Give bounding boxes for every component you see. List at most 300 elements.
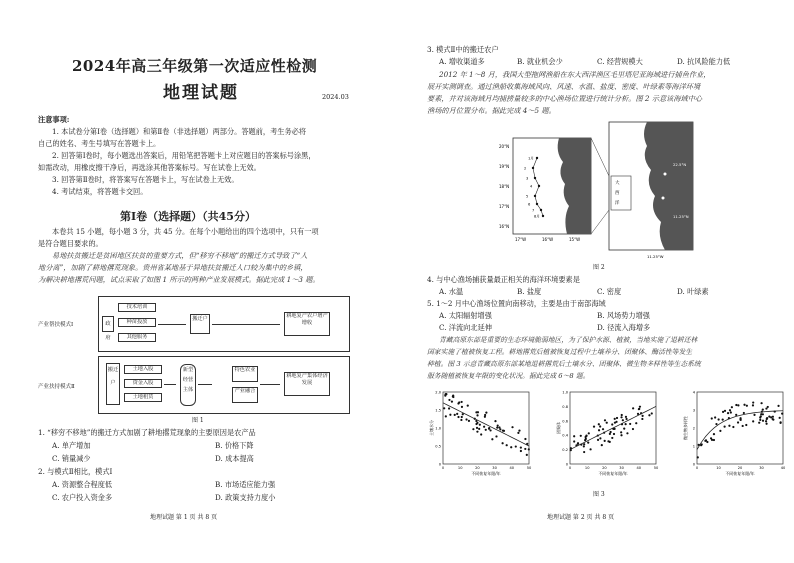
- data-point: [602, 428, 604, 430]
- y-axis-label: 团聚体: [556, 422, 561, 434]
- mode2-label: 产业扶持模式Ⅱ: [38, 384, 75, 390]
- note-line: 如需改动，用橡皮擦干净后，再选涂其他答案标号。写在试卷上无效。: [38, 163, 261, 172]
- page-footer: 地理试题 第 1 页 共 8 页: [150, 514, 218, 521]
- passage-line: 展开实测调查。通过渔船收集海域风向、风速、水温、盐度、密度、叶绿素等海洋环境: [427, 82, 701, 91]
- data-point: [648, 414, 650, 416]
- data-point: [577, 442, 579, 444]
- option-a[interactable]: A. 增收渠道多: [439, 57, 485, 66]
- data-point: [625, 416, 627, 418]
- inset-label: 大: [615, 181, 620, 186]
- data-point: [626, 432, 628, 434]
- lat-label: 16°N: [499, 224, 510, 229]
- figure-caption: 图 3: [593, 491, 605, 498]
- month-point: [534, 177, 536, 179]
- data-point: [731, 406, 733, 408]
- x-tick-label: 0: [695, 466, 699, 470]
- passage-line: 种植。图 3 示意青藏高原东部某地退耕撂荒后土壤水分、团聚体、微生物多样性等生态系统: [427, 360, 701, 368]
- question-stem: 2. 与模式Ⅱ相比，模式Ⅰ: [38, 467, 113, 476]
- month-point: [540, 209, 542, 211]
- passage-line: 渔场的月位置分布。据此完成 4～5 题。: [427, 106, 556, 115]
- data-point: [606, 422, 608, 424]
- data-point: [506, 444, 508, 446]
- x-tick-label: 10: [584, 466, 590, 470]
- m2-result: 耕地复产集体经济发展: [284, 372, 330, 396]
- data-point: [728, 425, 730, 427]
- data-point: [620, 431, 622, 433]
- data-point: [528, 448, 530, 450]
- figure-2-map: [497, 118, 697, 268]
- x-tick-label: 30: [492, 466, 497, 470]
- option-a[interactable]: A. 水温: [439, 287, 464, 296]
- note-line: 2. 回答第Ⅰ卷时，每小题选出答案后，用铅笔把答题卡上对应题目的答案标号涂黑，: [52, 151, 316, 160]
- inset-lat: 11.25°N: [673, 214, 689, 219]
- month-label: 8月: [534, 214, 540, 219]
- month-label: 2: [524, 166, 527, 171]
- data-point: [777, 405, 779, 407]
- y-tick-label: 0.6: [562, 419, 568, 424]
- data-point: [444, 395, 446, 397]
- data-point: [494, 420, 496, 422]
- x-axis-label: 不同恢复年限/年: [598, 471, 628, 476]
- data-point: [641, 418, 643, 420]
- y-tick-label: 0: [565, 462, 568, 467]
- data-point: [743, 412, 745, 414]
- data-point: [766, 418, 768, 420]
- question-stem: 4. 与中心渔场捕获量最正相关的海洋环境要素是: [427, 275, 580, 284]
- y-tick-label: 0.8: [562, 404, 568, 409]
- data-point: [465, 418, 467, 420]
- data-point: [621, 414, 623, 416]
- data-point: [461, 401, 463, 403]
- passage-line: 易地扶贫搬迁是贫困地区扶贫的重要方式，但“移穷不移地”的搬迁方式导致了“人: [52, 251, 308, 260]
- lon-label: 15°W: [569, 237, 581, 242]
- data-point: [502, 430, 504, 432]
- data-point: [724, 410, 726, 412]
- flow-arrow: [198, 384, 212, 385]
- option-a[interactable]: A. 单产增加: [52, 441, 91, 450]
- data-point: [651, 412, 653, 414]
- data-point: [713, 433, 715, 435]
- y-tick-label: 0.4: [562, 433, 568, 438]
- option-b[interactable]: B. 就业机会少: [517, 57, 563, 66]
- passage-line: 青藏高原东部是重要的生态环境脆弱地区，为了保护水源、植被，当地实施了退耕还林: [439, 336, 698, 344]
- month-label: 3: [526, 176, 529, 181]
- data-point: [642, 415, 644, 417]
- option-a[interactable]: A. 太阳辐射增强: [439, 311, 492, 320]
- x-tick-label: 0: [441, 466, 445, 470]
- y-tick-label: 3: [692, 408, 695, 413]
- data-point: [483, 426, 485, 428]
- x-tick-label: 40: [780, 466, 786, 470]
- figure-caption: 图 2: [593, 264, 605, 271]
- data-point: [613, 428, 615, 430]
- x-tick-label: 20: [737, 466, 743, 470]
- m2-out: 特色农业: [232, 366, 258, 382]
- month-point: [536, 157, 538, 159]
- note-line: 自己的姓名、考生号填写在答题卡上。: [38, 139, 161, 148]
- data-point: [489, 429, 491, 431]
- option-d[interactable]: D. 抗风险能力低: [677, 57, 731, 66]
- data-point: [597, 439, 599, 441]
- y-tick-label: 1.5: [435, 408, 441, 413]
- option-d[interactable]: D. 政策支持力度小: [215, 493, 276, 502]
- data-point: [604, 419, 606, 421]
- data-point: [760, 413, 762, 415]
- data-point: [451, 401, 453, 403]
- m2-owner: 搬迁户: [106, 363, 120, 405]
- data-point: [743, 404, 745, 406]
- data-point: [443, 407, 445, 409]
- data-point: [762, 409, 764, 411]
- instruction-line: 是符合题目要求的。: [38, 239, 103, 248]
- right-page: [397, 0, 794, 563]
- data-point: [476, 427, 478, 429]
- y-tick-label: 0: [438, 462, 441, 467]
- data-point: [705, 439, 707, 441]
- m1-input: 技术培训: [118, 303, 156, 312]
- data-point: [485, 429, 487, 431]
- data-point: [584, 439, 586, 441]
- data-point: [697, 456, 699, 458]
- x-tick-label: 10: [716, 466, 721, 470]
- question-stem: 1. “移穷不移地”的搬迁方式加剧了耕地撂荒现象的主要原因是农产品: [38, 428, 256, 437]
- data-point: [737, 404, 739, 406]
- inset-lon: 11.25°W: [647, 254, 664, 259]
- data-point: [715, 423, 717, 425]
- data-point: [583, 451, 585, 453]
- data-point: [461, 416, 463, 418]
- data-point: [625, 418, 627, 420]
- data-point: [609, 433, 611, 435]
- data-point: [457, 416, 459, 418]
- passage-line: 服务随植被恢复年限的变化状况。据此完成 6～8 题。: [427, 372, 590, 380]
- figure-3-chart: [425, 384, 786, 490]
- data-point: [614, 418, 616, 420]
- data-point: [461, 406, 463, 408]
- data-point: [622, 419, 624, 421]
- data-point: [729, 409, 731, 411]
- data-point: [730, 411, 732, 413]
- mode1-label: 产业帮扶模式Ⅰ: [38, 322, 74, 328]
- data-point: [625, 423, 627, 425]
- data-point: [760, 402, 762, 404]
- y-tick-label: 2: [692, 426, 695, 431]
- data-point: [475, 423, 477, 425]
- data-point: [476, 414, 478, 416]
- x-tick-label: 20: [602, 466, 607, 470]
- lat-label: 17°N: [499, 204, 510, 209]
- data-point: [448, 399, 450, 401]
- data-point: [779, 417, 781, 419]
- data-point: [583, 445, 585, 447]
- data-point: [467, 405, 469, 407]
- data-point: [620, 416, 622, 418]
- x-tick-label: 40: [636, 466, 642, 470]
- panel-frame: [443, 392, 529, 464]
- data-point: [639, 406, 641, 408]
- data-point: [635, 422, 637, 424]
- data-point: [607, 440, 609, 442]
- data-point: [752, 420, 754, 422]
- data-point: [722, 419, 724, 421]
- data-point: [710, 437, 712, 439]
- option-c[interactable]: C. 销量减少: [52, 454, 91, 463]
- data-point: [480, 433, 482, 435]
- data-point: [613, 433, 615, 435]
- m1-target: 搬迁户: [190, 314, 210, 334]
- m1-result: 耕地复产农户增产增收: [284, 312, 330, 336]
- data-point: [496, 427, 498, 429]
- option-c[interactable]: C. 洋流向北延伸: [439, 323, 492, 332]
- data-point: [772, 418, 774, 420]
- data-point: [495, 435, 497, 437]
- trend-line: [443, 403, 529, 446]
- option-c[interactable]: C. 农户投入资金多: [52, 493, 113, 502]
- x-tick-label: 30: [759, 466, 764, 470]
- m1-gov: 政府: [102, 316, 114, 332]
- data-point: [711, 417, 713, 419]
- data-point: [510, 446, 512, 448]
- x-tick-label: 0: [568, 466, 572, 470]
- data-point: [737, 421, 739, 423]
- data-point: [517, 432, 519, 434]
- data-point: [632, 428, 634, 430]
- option-b[interactable]: B. 市场适应能力强: [215, 480, 276, 489]
- figure-caption: 图 1: [192, 417, 204, 424]
- data-point: [616, 417, 618, 419]
- data-point: [759, 416, 761, 418]
- data-point: [746, 405, 748, 407]
- inset-label: 西: [615, 191, 620, 196]
- data-point: [573, 440, 575, 442]
- month-label: 4: [530, 184, 533, 189]
- month-label: 5: [526, 194, 529, 199]
- note-line: 1. 本试卷分第Ⅰ卷（选择题）和第Ⅱ卷（非选择题）两部分。答题前，考生务必将: [52, 127, 307, 136]
- section-heading: 第Ⅰ卷（选择题）（共45分）: [120, 210, 256, 223]
- data-point: [735, 404, 737, 406]
- lon-label: 16°W: [542, 237, 554, 242]
- data-point: [759, 419, 761, 421]
- data-point: [573, 435, 575, 437]
- flow-arrow: [212, 324, 280, 325]
- x-tick-label: 50: [653, 466, 659, 470]
- option-d[interactable]: D. 叶绿素: [677, 287, 709, 296]
- option-a[interactable]: A. 资源整合程度低: [52, 480, 113, 489]
- data-point: [520, 446, 522, 448]
- passage-line: 为解决耕地撂荒问题，试点采取了如图 1 所示的两种产业发展模式。据此完成 1～3 题。: [38, 275, 320, 284]
- passage-line: 要素，并对该海域月均捕捞量较多的中心渔场位置进行统计分析。图 2 示意该海域中心: [427, 94, 703, 103]
- note-line: 3. 回答第Ⅱ卷时，将答案写在答题卡上，写在试卷上无效。: [52, 175, 239, 184]
- inset-label: 洋: [615, 201, 620, 206]
- data-point: [478, 428, 480, 430]
- passage-line: 地分离”，加剧了耕地撂荒现象。贵州省某地基于异地扶贫搬迁人口较为集中的乡镇，: [38, 263, 308, 272]
- data-point: [742, 425, 744, 427]
- data-point: [752, 404, 754, 406]
- data-point: [714, 416, 716, 418]
- data-point: [585, 436, 587, 438]
- data-point: [497, 424, 499, 426]
- data-point: [615, 421, 617, 423]
- data-point: [524, 438, 526, 440]
- data-point: [753, 414, 755, 416]
- option-b[interactable]: B. 盐度: [517, 287, 542, 296]
- data-point: [719, 430, 721, 432]
- data-point: [476, 431, 478, 433]
- data-point: [477, 411, 479, 413]
- note-line: 4. 考试结束，将答题卡交回。: [52, 187, 148, 196]
- data-point: [779, 422, 781, 424]
- page-footer: 地理试题 第 2 页 共 8 页: [547, 514, 615, 521]
- data-point: [498, 426, 500, 428]
- subject-title: 地理试题: [163, 83, 239, 103]
- month-label: 7: [532, 208, 535, 213]
- month-point: [536, 203, 538, 205]
- exam-date: 2024.03: [322, 93, 349, 101]
- data-point: [449, 414, 451, 416]
- data-point: [518, 430, 520, 432]
- option-d[interactable]: D. 成本提高: [215, 454, 254, 463]
- option-d[interactable]: D. 径流入海增多: [597, 323, 651, 332]
- option-c[interactable]: C. 密度: [597, 287, 622, 296]
- y-axis-label: 土壤水分: [429, 420, 434, 436]
- y-axis-label: 微生物多样性: [683, 416, 688, 440]
- month-label: 1月: [528, 156, 534, 161]
- y-tick-label: 0.5: [435, 444, 441, 449]
- data-point: [457, 402, 459, 404]
- y-tick-label: 2.0: [435, 390, 441, 395]
- m2-out: 产业融合: [232, 387, 258, 403]
- data-point: [479, 424, 481, 426]
- data-point: [502, 442, 504, 444]
- data-point: [762, 420, 764, 422]
- data-point: [468, 420, 470, 422]
- x-axis-label: 不同恢复年限/年: [725, 471, 755, 476]
- data-point: [610, 431, 612, 433]
- month-point: [538, 185, 540, 187]
- data-point: [580, 435, 582, 437]
- x-tick-label: 50: [526, 466, 532, 470]
- data-point: [629, 423, 631, 425]
- data-point: [587, 442, 589, 444]
- flow-arrow: [260, 384, 280, 385]
- lat-label: 20°N: [499, 144, 510, 149]
- lat-label: 19°N: [499, 164, 510, 169]
- data-point: [765, 407, 767, 409]
- data-point: [526, 454, 528, 456]
- month-point: [542, 215, 544, 217]
- data-point: [454, 414, 456, 416]
- m1-input: 种苗投放: [118, 318, 156, 327]
- data-point: [601, 444, 603, 446]
- data-point: [583, 443, 585, 445]
- data-point: [491, 438, 493, 440]
- m2-input: 土地入股: [124, 365, 162, 374]
- data-point: [758, 422, 760, 424]
- y-tick-label: 1: [692, 444, 695, 449]
- y-tick-label: 4: [692, 390, 695, 395]
- m2-coop: 新型经营主体: [180, 364, 196, 406]
- data-point: [593, 426, 595, 428]
- x-axis-label: 不同恢复年限/年: [471, 471, 501, 476]
- data-point: [598, 429, 600, 431]
- data-point: [732, 426, 734, 428]
- data-point: [452, 395, 454, 397]
- data-point: [718, 418, 720, 420]
- question-stem: 5. 1～2 月中心渔场位置向南移动，主要是由于南部海域: [427, 299, 606, 308]
- data-point: [448, 407, 450, 409]
- passage-line: 国家实施了植被恢复工程。耕地撂荒后植被恢复过程中土壤养分、团聚体、酶活性等发生: [427, 348, 693, 356]
- option-c[interactable]: C. 经营规模大: [597, 57, 643, 66]
- month-point: [532, 167, 534, 169]
- flow-arrow: [158, 324, 186, 325]
- data-point: [588, 432, 590, 434]
- m1-input: 其他服务: [118, 333, 156, 342]
- data-point: [589, 448, 591, 450]
- question-stem: 3. 模式Ⅱ中的搬迁农户: [427, 45, 499, 54]
- x-tick-label: 10: [457, 466, 463, 470]
- option-b[interactable]: B. 风场势力增强: [597, 311, 650, 320]
- month-point: [534, 195, 536, 197]
- data-point: [638, 408, 640, 410]
- data-point: [632, 407, 634, 409]
- lon-label: 17°W: [515, 237, 527, 242]
- data-point: [484, 414, 486, 416]
- y-tick-label: 1.0: [435, 426, 441, 431]
- data-point: [752, 401, 754, 403]
- data-point: [511, 426, 513, 428]
- data-point: [745, 424, 747, 426]
- data-point: [623, 428, 625, 430]
- data-point: [611, 437, 613, 439]
- x-tick-label: 40: [509, 466, 515, 470]
- data-point: [604, 440, 606, 442]
- y-tick-label: 0: [692, 462, 695, 467]
- m2-input: 资金入股: [124, 379, 162, 388]
- data-point: [724, 426, 726, 428]
- x-tick-label: 30: [619, 466, 624, 470]
- panel-frame: [697, 392, 783, 464]
- data-point: [727, 412, 729, 414]
- inset-lat: 22.5°N: [673, 162, 687, 167]
- flow-arrow: [164, 384, 176, 385]
- trend-line: [570, 406, 656, 449]
- y-tick-label: 0.2: [562, 448, 568, 453]
- data-point: [599, 425, 601, 427]
- notes-heading: 注意事项:: [38, 115, 70, 124]
- data-point: [598, 423, 600, 425]
- exam-title: 2024年高三年级第一次适应性检测: [72, 57, 318, 75]
- data-point: [456, 413, 458, 415]
- data-point: [765, 423, 767, 425]
- data-point: [499, 428, 501, 430]
- data-point: [445, 415, 447, 417]
- data-point: [740, 419, 742, 421]
- data-point: [722, 411, 724, 413]
- data-point: [770, 416, 772, 418]
- data-point: [620, 434, 622, 436]
- data-point: [515, 445, 517, 447]
- data-point: [765, 420, 767, 422]
- option-b[interactable]: B. 价格下降: [215, 441, 254, 450]
- data-point: [611, 423, 613, 425]
- data-point: [735, 414, 737, 416]
- data-point: [713, 439, 715, 441]
- passage-line: 2012 年 1～8 月，我国大型拖网渔船在东大西洋渔区毛里塔尼亚海域进行捕鱼作业，: [439, 70, 711, 79]
- data-point: [599, 437, 601, 439]
- m2-input: 土地租赁: [124, 393, 162, 402]
- data-point: [488, 427, 490, 429]
- instruction-line: 本卷共 15 小题，每小题 3 分，共 45 分。在每个小题给出的四个选项中，只有一项: [52, 227, 319, 236]
